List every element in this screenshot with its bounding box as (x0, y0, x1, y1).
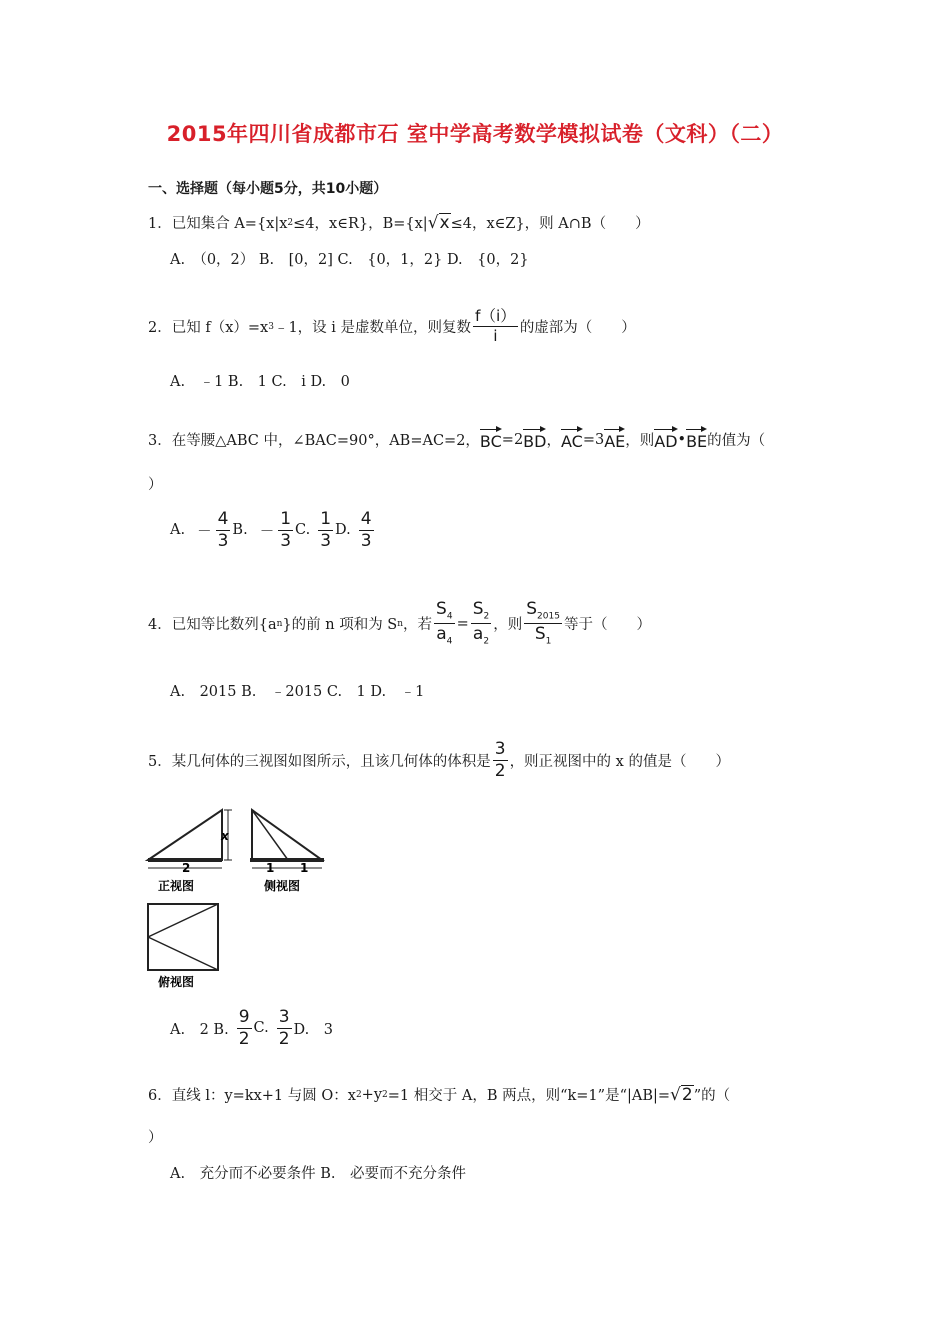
section-heading: 一、选择题（每小题5分，共10小题） (148, 181, 388, 197)
q5-opt-c-frac (277, 1008, 292, 1048)
q3-opt-b-label: B. (232, 522, 248, 539)
q5-options (170, 1008, 333, 1048)
q4-f2-den: a (472, 624, 484, 645)
vector-be: BE (686, 428, 707, 451)
q4-f3-num-sub: 2015 (537, 611, 560, 622)
side-view-label: 侧视图 (264, 879, 301, 893)
q1-text-post: ≤4，x∈Z}，则 A∩B（ ） (450, 216, 650, 232)
q1-sup: 2 (287, 217, 294, 228)
q3-a-num: 4 (217, 509, 229, 529)
q5-c-num: 3 (278, 1007, 290, 1027)
q6-text-pre: 6．直线 l：y=kx+1 与圆 O：x (148, 1088, 356, 1104)
q4-f1-den: a (436, 624, 447, 645)
q3-opt-c-frac (318, 510, 333, 550)
question-2 (148, 308, 636, 345)
q6-sup2: 2 (382, 1089, 388, 1100)
q3-b-den: 3 (280, 530, 292, 551)
side-triangle (252, 810, 322, 860)
q3-opt-a-frac (216, 510, 231, 550)
radical-icon: √ (427, 212, 439, 233)
front-x-label: x (221, 829, 229, 843)
q6-text-mid2: =1 相交于 A，B 两点，则“k=1”是“|AB|= (387, 1088, 671, 1104)
q6-continuation: ） (148, 1130, 163, 1146)
q4-sub-an: n (276, 618, 283, 629)
side-view (250, 810, 324, 893)
q5-b-num: 9 (238, 1007, 250, 1027)
question-6 (148, 1084, 730, 1105)
q5-opt-ab-label: A. 2 B. (170, 1021, 229, 1038)
q4-f2-den-sub: 2 (483, 636, 490, 647)
top-view (148, 904, 218, 989)
q4-frac-s2-a2 (471, 600, 492, 648)
q4-text-pre: 4．已知等比数列{a (148, 617, 277, 634)
q3-text-post: 的值为（ (707, 433, 766, 449)
vector-ad: AD (654, 428, 677, 451)
side-inner-edge (252, 810, 288, 860)
q3-opt-d-label: D. (335, 522, 351, 539)
q5-b-den: 2 (238, 1028, 250, 1049)
vector-ac: AC (561, 428, 583, 451)
q3-opt-a-minus: － (197, 523, 212, 540)
question-5 (148, 740, 730, 780)
exam-title: 2015年四川省成都市石 室中学高考数学模拟试卷（文科）（二） (166, 122, 784, 146)
question-3 (148, 428, 765, 451)
q4-ze: ，则 (493, 617, 523, 634)
q4-f3-num: S (526, 599, 538, 619)
q5-opt-c-label: C. (253, 1020, 269, 1037)
front-triangle (148, 810, 222, 860)
top-view-label: 俯视图 (158, 975, 195, 989)
question-1 (148, 212, 650, 233)
q5-opt-d-label: D. 3 (293, 1021, 333, 1038)
q4-f1-den-sub: 4 (446, 636, 453, 647)
q4-frac-s2015-s1 (524, 600, 562, 648)
q4-sub-sn: n (397, 618, 404, 629)
q3-eq2: =3 (582, 431, 605, 448)
question-4 (148, 600, 651, 648)
q3-options (170, 510, 376, 550)
top-diag-1 (148, 904, 218, 937)
q6-options: A. 充分而不必要条件 B. 必要而不充分条件 (170, 1166, 466, 1182)
vector-bc: BC (480, 428, 502, 451)
q2-text-pre: 2．已知 f（x）=x (148, 320, 269, 337)
q3-opt-b-minus: － (259, 523, 275, 540)
q4-options: A. 2015 B. ﹣2015 C. 1 D. ﹣1 (170, 684, 425, 700)
q2-options: A. ﹣1 B. 1 C. i D. 0 (170, 374, 350, 390)
q1-options: A. （0，2） B. [0，2] C. {0，1，2} D. {0，2} (170, 252, 529, 268)
vector-ae: AE (604, 428, 625, 451)
q5-text-pre: 5．某几何体的三视图如图所示，且该几何体的体积是 (148, 753, 491, 770)
radical-icon: √ (670, 1084, 681, 1105)
q1-radicand: x (439, 212, 450, 233)
q2-sup: 3 (268, 321, 274, 332)
q3-c-den: 3 (320, 530, 332, 551)
top-diag-2 (148, 937, 218, 970)
q4-frac-s4-a4 (434, 600, 455, 648)
q2-text-mid: ﹣1，设 i 是虚数单位，则复数 (273, 320, 472, 337)
q4-f1-num: S (436, 599, 447, 619)
q4-text-mid: }的前 n 项和为 S (282, 617, 398, 634)
three-view-figure (140, 800, 340, 995)
side-dim-1a: 1 (266, 861, 275, 875)
q5-frac-den: 2 (494, 760, 506, 781)
q2-text-post: 的虚部为（ ） (519, 320, 636, 337)
q3-continuation: ） (148, 477, 163, 493)
q4-eq: = (456, 615, 469, 632)
q3-dot: • (677, 431, 687, 448)
front-view-label: 正视图 (158, 879, 195, 893)
q6-text-post: ”的（ (693, 1088, 731, 1104)
q6-text-mid1: +y (361, 1086, 383, 1103)
q4-text-post: 等于（ ） (563, 617, 651, 634)
q4-f2-num-sub: 2 (483, 611, 490, 622)
top-square (148, 904, 218, 970)
q3-a-den: 3 (217, 530, 229, 551)
q3-opt-c-label: C. (295, 522, 311, 539)
q5-opt-b-frac (237, 1008, 252, 1048)
q3-opt-a-label: A. (170, 522, 186, 539)
q3-opt-b-frac (278, 510, 293, 550)
q3-opt-d-frac (359, 510, 374, 550)
q6-sup1: 2 (355, 1089, 362, 1100)
q1-sqrt (428, 213, 451, 233)
front-width-label: 2 (182, 861, 191, 875)
q1-text-pre: 1．已知集合 A={x|x (148, 216, 288, 232)
q5-text-post: ，则正视图中的 x 的值是（ ） (509, 753, 730, 770)
q3-d-den: 3 (360, 530, 372, 551)
q6-sqrt (670, 1085, 694, 1105)
q3-ze: ，则 (625, 433, 655, 449)
q4-f3-den-sub: 1 (545, 636, 552, 647)
q3-eq1: =2 (501, 431, 524, 448)
q2-fraction (473, 308, 518, 345)
q4-f3-den: S (534, 624, 546, 645)
q3-c-num: 1 (320, 509, 332, 529)
q3-text-pre: 3．在等腰△ABC 中，∠BAC=90°，AB=AC=2， (148, 433, 480, 449)
q3-b-num: 1 (280, 509, 292, 529)
q2-frac-num: f（i） (473, 308, 518, 327)
q6-radicand: 2 (681, 1084, 693, 1105)
q4-f1-num-sub: 4 (446, 611, 453, 622)
vector-bd: BD (523, 428, 546, 451)
side-dim-1b: 1 (300, 861, 309, 875)
q2-frac-den: i (493, 327, 498, 346)
q3-comma: ， (546, 433, 561, 449)
q5-fraction (493, 740, 508, 780)
q1-text-mid: ≤4，x∈R}，B={x| (293, 216, 428, 232)
q4-f2-num: S (472, 599, 484, 619)
front-view (148, 810, 232, 893)
q4-text-mid2: ，若 (403, 617, 433, 634)
q5-c-den: 2 (278, 1028, 290, 1049)
q5-frac-num: 3 (494, 739, 506, 759)
q3-d-num: 4 (360, 509, 372, 529)
side-base-bar (250, 858, 324, 862)
